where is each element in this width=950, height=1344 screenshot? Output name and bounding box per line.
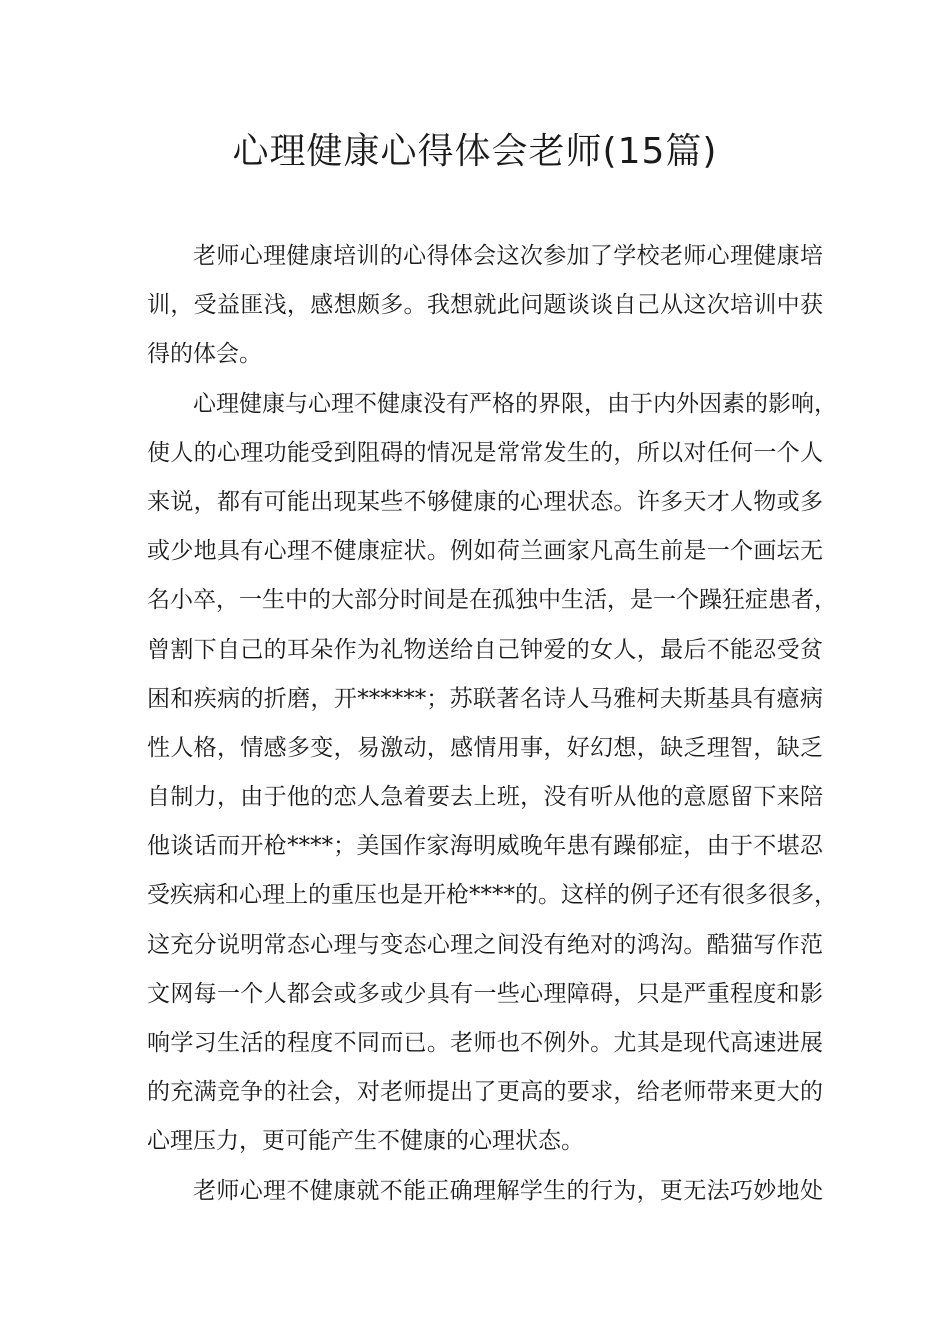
paragraph-2-line-7: 困和疾病的折磨，开******；苏联著名诗人马雅柯夫斯基具有癔病 [147, 685, 823, 712]
paragraph-2-line-16: 心理压力，更可能产生不健康的心理状态。 [147, 1128, 584, 1155]
paragraph-2-line-4: 或少地具有心理不健康症状。例如荷兰画家凡高生前是一个画坛无 [147, 538, 823, 565]
paragraph-2-line-6: 曾割下自己的耳朵作为礼物送给自己钟爱的女人，最后不能忍受贫 [147, 636, 823, 663]
paragraph-1-line-2: 训，受益匪浅，感想颇多。我想就此问题谈谈自己从这次培训中获 [147, 292, 823, 319]
paragraph-2-line-2: 使人的心理功能受到阻碍的情况是常常发生的，所以对任何一个人 [147, 439, 823, 466]
paragraph-2-line-3: 来说，都有可能出现某些不够健康的心理状态。许多天才人物或多 [147, 488, 823, 515]
paragraph-2-line-8: 性人格，情感多变，易激动，感情用事，好幻想，缺乏理智，缺乏 [147, 734, 823, 761]
paragraph-2-line-5: 名小卒，一生中的大部分时间是在孤独中生活，是一个躁狂症患者， [147, 587, 837, 614]
paragraph-2-line-12: 这充分说明常态心理与变态心理之间没有绝对的鸿沟。酷猫写作范 [147, 931, 823, 958]
paragraph-2-line-14: 响学习生活的程度不同而已。老师也不例外。尤其是现代高速进展 [147, 1030, 823, 1056]
paragraph-2-line-10: 他谈话而开枪****；美国作家海明威晚年患有躁郁症，由于不堪忍 [147, 833, 823, 860]
paragraph-2-line-15: 的充满竞争的社会，对老师提出了更高的要求，给老师带来更大的 [147, 1079, 823, 1106]
document-title: 心理健康心得体会老师(15篇) [232, 131, 718, 172]
paragraph-3-line-1: 老师心理不健康就不能正确理解学生的行为，更无法巧妙地处 [193, 1177, 823, 1204]
paragraph-2-line-13: 文网每一个人都会或多或少具有一些心理障碍，只是严重程度和影 [147, 980, 823, 1007]
paragraph-1-line-1: 老师心理健康培训的心得体会这次参加了学校老师心理健康培 [193, 243, 823, 269]
paragraph-2-line-11: 受疾病和心理上的重压也是开枪****的。这样的例子还有很多很多， [147, 882, 837, 909]
paragraph-1-line-3: 得的体会。 [147, 341, 262, 368]
document-body [147, 232, 837, 1216]
paragraph-2-line-9: 自制力，由于他的恋人急着要去上班，没有听从他的意愿留下来陪 [147, 784, 823, 811]
paragraph-2-line-1: 心理健康与心理不健康没有严格的界限，由于内外因素的影响， [193, 390, 837, 417]
